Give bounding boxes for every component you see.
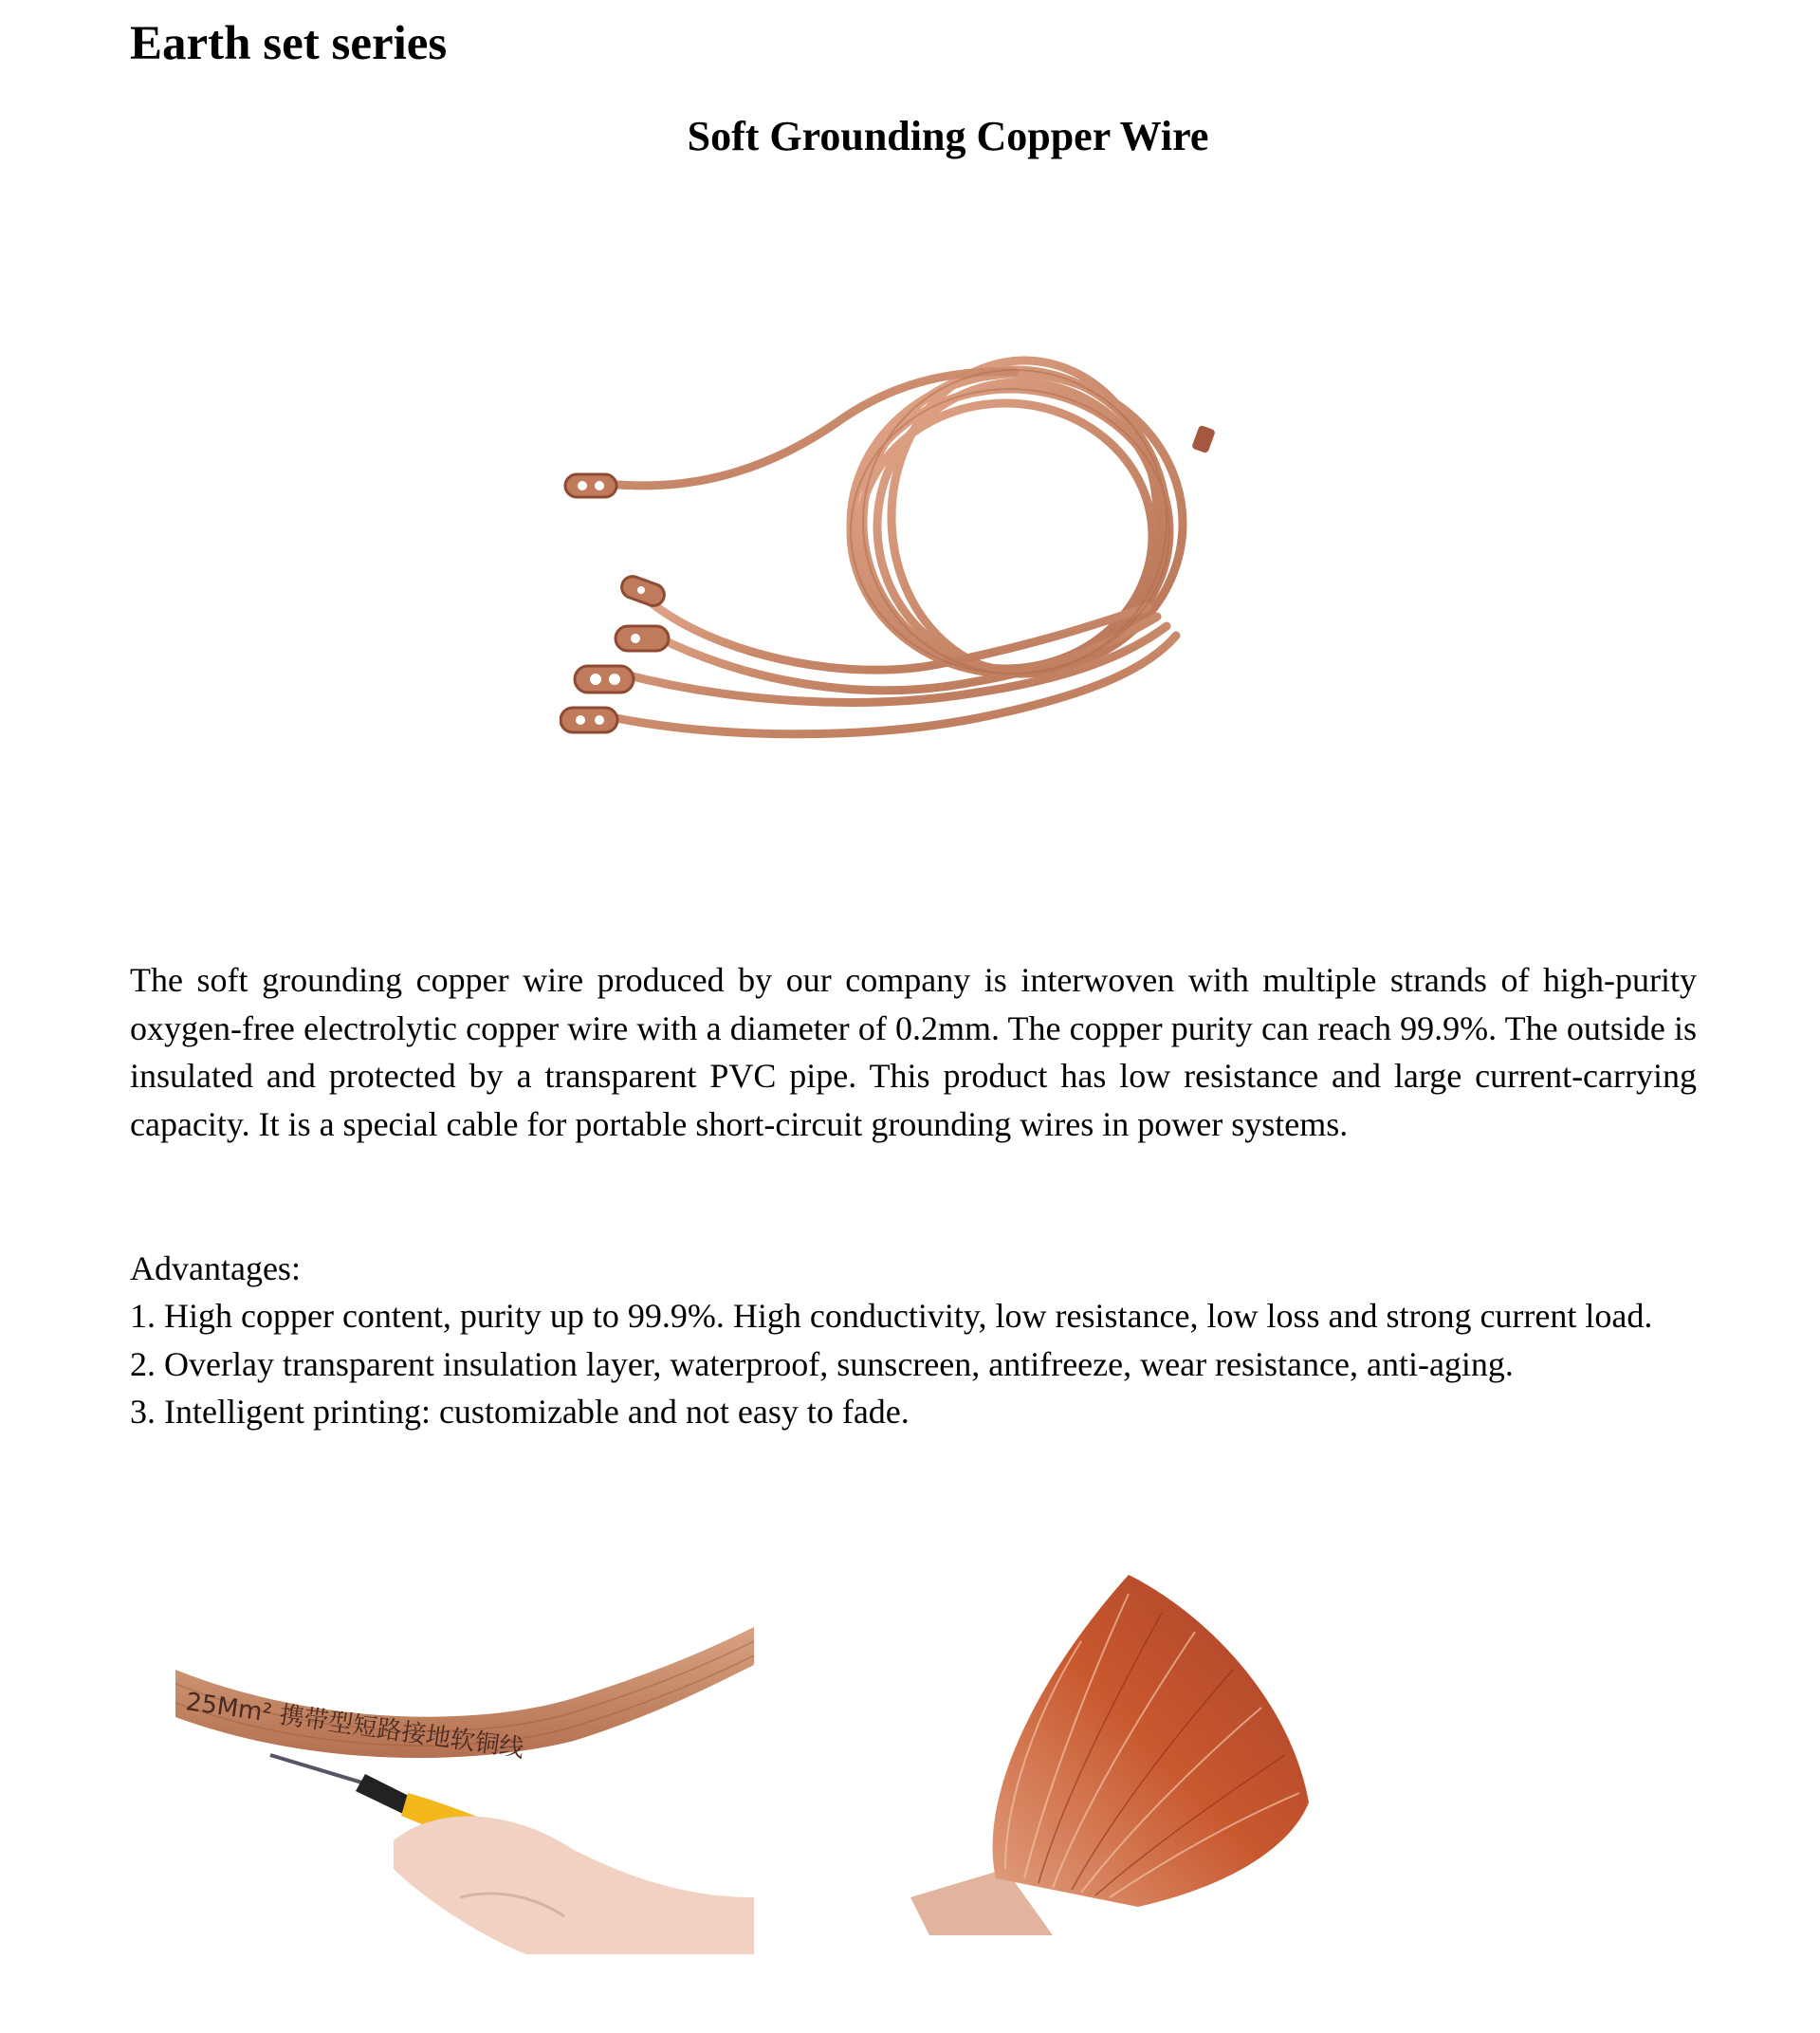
advantages-list [130,1292,1697,1436]
coiled-copper-wire-photo [560,342,1271,816]
advantages-heading: Advantages: [130,1249,301,1287]
cable-and-screwdriver-photo [175,1613,754,1954]
product-description: The soft grounding copper wire produced by our company is interwoven with multiple strands of high-purity oxygen-free electrolytic copper wire with a diameter of 0.2mm. The copper purity can reach 99.9%. The outside is insulated and protected by a transparent PVC pipe. This product has low resistance and large current-carrying capacity. It is a special cable for portable short-circuit grounding wires in power systems. [130,961,1697,1143]
advantage-item: 1. High copper content, purity up to 99.9%. High conductivity, low resistance, low loss and strong current load. [130,1297,1653,1335]
advantage-item: 3. Intelligent printing: customizable and not easy to fade. [130,1393,910,1431]
product-title: Soft Grounding Copper Wire [687,113,1209,159]
series-title: Earth set series [130,17,448,70]
advantage-item: 2. Overlay transparent insulation layer, waterproof, sunscreen, antifreeze, wear resistance, anti-aging. [130,1344,1514,1383]
copper-strands-photo [892,1556,1318,1935]
cable-printed-text: 25Mm² 携带型短路接地软铜线 [184,1688,526,1764]
